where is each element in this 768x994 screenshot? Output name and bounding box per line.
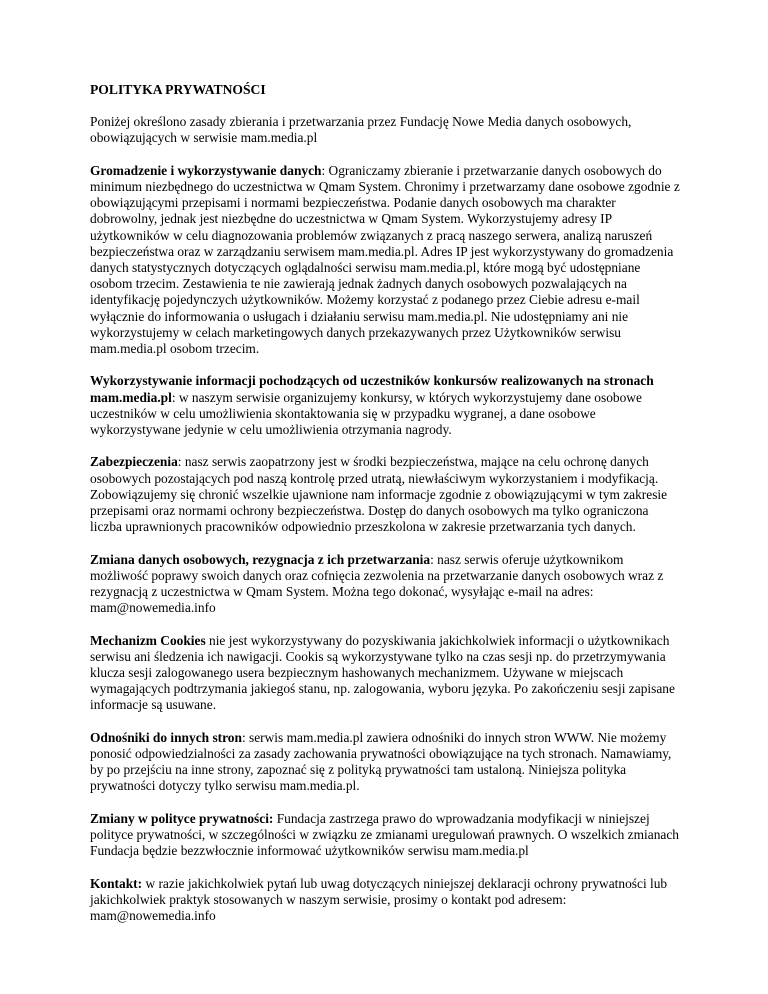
section-body: : Ograniczamy zbieranie i przetwarzanie danych osobowych do minimum niezbędnego do uczestnictwa w Qmam System. Chronimy i przetwarzamy dane osobowe zgodnie z obowiązującymi przepisami i normami bezpieczeństwa. Podanie danych osobowych ma charakter dobrowolny, jednak jest niezbędne do uczestnictwa w Qmam System. Wykorzystujemy adresy IP użytkowników w celu diagnozowania problemów związanych z pracą naszego serwera, analizą naruszeń bezpieczeństwa oraz w zarządzaniu serwisem mam.media.pl. Adres IP jest wykorzystywany do gromadzenia danych statystycznych dotyczących oglądalności serwisu mam.media.pl, które mogą być udostępniane osobom trzecim. Zestawienia te nie zawierają jednak żadnych danych osobowych pozwalających na identyfikację pojedynczych użytkowników. Możemy korzystać z podanego przez Ciebie adresu e-mail wyłącznie do informowania o usługach i działaniu serwisu mam.media.pl. Nie udostępniamy ani nie wykorzystujemy w celach marketingowych danych przekazywanych przez Użytkowników serwisu mam.media.pl osobom trzecim. <box>90 162 680 357</box>
section-body: : nasz serwis oferuje użytkownikom możliwość poprawy swoich danych oraz cofnięcia zezwolenia na przetwarzanie danych osobowych wraz z rezygnacją z uczestnictwa w Qmam System. Można tego dokonać, wysyłając e-mail na adres: mam@nowemedia.info <box>90 551 664 616</box>
section-paragraph-odnosniki <box>90 730 682 795</box>
section-paragraph-zmiany-polityki <box>90 811 682 860</box>
section-paragraph-cookies <box>90 633 682 714</box>
section-heading: Wykorzystywanie informacji pochodzących od uczestników konkursów realizowanych na stronach mam.media.pl <box>90 373 654 405</box>
section-heading: Mechanizm Cookies <box>90 632 206 648</box>
section-body: : w naszym serwisie organizujemy konkursy, w których wykorzystujemy dane osobowe uczestników w celu umożliwienia skontaktowania się w przypadku wygranej, a dane osobowe wykorzystywane jedynie w celu umożliwienia otrzymania nagrody. <box>90 389 642 438</box>
section-body: nie jest wykorzystywany do pozyskiwania jakichkolwiek informacji o użytkownikach serwisu ani śledzenia ich nawigacji. Cookis są wykorzystywane tylko na czas sesji np. do przetrzymywania klucza sesji zalogowanego usera bezpiecznym hashowanych mechanizmem. Używane w miejscach wymagających podtrzymania jakiegoś stanu, np. zalogowania, wyboru języka. Po zakończeniu sesji zapisane informacje są usuwane. <box>90 632 675 713</box>
intro-paragraph: Poniżej określono zasady zbierania i przetwarzania przez Fundację Nowe Media danych osobowych, obowiązujących w serwisie mam.media.pl <box>90 114 632 146</box>
section-heading: Zmiany w polityce prywatności: <box>90 810 274 826</box>
section-body: : serwis mam.media.pl zawiera odnośniki do innych stron WWW. Nie możemy ponosić odpowiedzialności za zasady zachowania prywatności obowiązujące na tych stronach. Namawiamy, by po przejściu na inne strony, zapoznać się z polityką prywatności tam ustaloną. Niniejsza polityka prywatności dotyczy tylko serwisu mam.media.pl. <box>90 729 672 794</box>
section-heading: Zabezpieczenia <box>90 454 178 470</box>
section-heading: Gromadzenie i wykorzystywanie danych <box>90 162 322 178</box>
section-paragraph-gromadzenie <box>90 163 682 357</box>
section-paragraph-konkursy <box>90 373 682 438</box>
section-heading: Zmiana danych osobowych, rezygnacja z ich przetwarzania <box>90 551 431 567</box>
section-body: : nasz serwis zaopatrzony jest w środki bezpieczeństwa, mające na celu ochronę danych osobowych pozostających pod naszą kontrolę przed utratą, niewłaściwym wykorzystaniem i modyfikacją. Zobowiązujemy się chronić wszelkie ujawnione nam informacje zgodnie z obowiązującymi w tym zakresie przepisami oraz normami ochrony bezpieczeństwa. Dostęp do danych osobowych ma tylko ograniczona liczba uprawnionych pracowników odpowiednio przeszkolona w zakresie przetwarzania tych danych. <box>90 454 668 535</box>
section-paragraph-zmiana-danych <box>90 552 682 617</box>
section-paragraph-kontakt <box>90 876 682 925</box>
section-paragraph-zabezpieczenia <box>90 454 682 535</box>
section-heading: Kontakt: <box>90 875 143 891</box>
page-title: POLITYKA PRYWATNOŚCI <box>90 82 266 97</box>
section-body: w razie jakichkolwiek pytań lub uwag dotyczących niniejszej deklaracji ochrony prywatności lub jakichkolwiek praktyk stosowanych w naszym serwisie, prosimy o kontakt pod adresem: mam@nowemedia.info <box>90 875 668 924</box>
section-body: Fundacja zastrzega prawo do wprowadzania modyfikacji w niniejszej polityce prywatności, w szczególności w związku ze zmianami uregulowań prawnych. O wszelkich zmianach Fundacja będzie bezzwłocznie informować użytkowników serwisu mam.media.pl <box>90 810 679 859</box>
section-heading: Odnośniki do innych stron <box>90 729 242 745</box>
